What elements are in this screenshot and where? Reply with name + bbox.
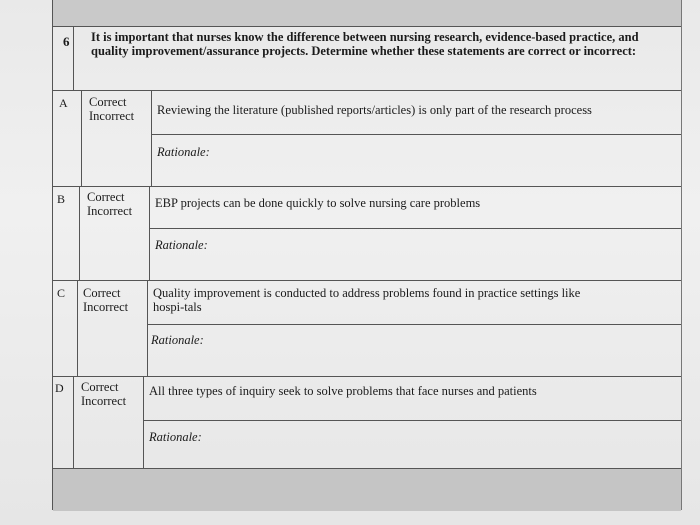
- item-d-options[interactable]: [81, 380, 126, 408]
- option-correct[interactable]: Correct: [87, 190, 125, 204]
- item-d-divider: [73, 376, 74, 468]
- item-b-divider: [79, 186, 80, 280]
- item-b-options[interactable]: [87, 190, 132, 218]
- item-a-divider: [151, 90, 152, 186]
- item-b-divider: [149, 186, 150, 280]
- item-a-statement: Reviewing the literature (published reports/articles) is only part of the research process: [157, 103, 592, 117]
- item-c-options[interactable]: [83, 286, 128, 314]
- question-divider: [73, 26, 74, 90]
- option-correct[interactable]: Correct: [81, 380, 119, 394]
- option-correct[interactable]: Correct: [89, 95, 127, 109]
- item-d-divider: [143, 376, 144, 468]
- item-letter-d: D: [55, 381, 64, 395]
- item-letter-b: B: [57, 192, 66, 206]
- item-d-rationale-label: Rationale:: [149, 430, 202, 444]
- rationale-divider: [147, 324, 681, 325]
- table-header-bar: [53, 0, 681, 27]
- option-incorrect[interactable]: Incorrect: [83, 300, 129, 314]
- item-b-statement: EBP projects can be done quickly to solve nursing care problems: [155, 196, 481, 210]
- item-letter-c: C: [57, 286, 66, 300]
- row-divider: [53, 376, 681, 377]
- row-divider: [53, 90, 681, 91]
- rationale-divider: [143, 420, 681, 421]
- item-c-divider: [147, 280, 148, 376]
- item-a-rationale-label: Rationale:: [157, 145, 210, 159]
- item-a-options[interactable]: [89, 95, 134, 123]
- question-number: 6: [63, 34, 70, 49]
- option-correct[interactable]: Correct: [83, 286, 121, 300]
- item-b-rationale-label: Rationale:: [155, 238, 208, 252]
- rationale-divider: [149, 228, 681, 229]
- option-incorrect[interactable]: Incorrect: [89, 109, 135, 123]
- item-a-divider: [81, 90, 82, 186]
- option-incorrect[interactable]: Incorrect: [81, 394, 127, 408]
- item-c-statement: Quality improvement is conducted to address problems found in practice settings like hospi-tals: [153, 286, 581, 314]
- item-d-statement: All three types of inquiry seek to solve problems that face nurses and patients: [149, 384, 537, 398]
- item-letter-a: A: [59, 96, 68, 110]
- question-text: It is important that nurses know the difference between nursing research, evidence-based practice, and quality improvement/assurance projects. Determine whether these statements are correct or incorrect:: [91, 30, 639, 58]
- table-footer-bar: [53, 468, 681, 511]
- row-divider: [53, 186, 681, 187]
- rationale-divider: [151, 134, 681, 135]
- option-incorrect[interactable]: Incorrect: [87, 204, 133, 218]
- worksheet-table: [52, 0, 682, 510]
- item-c-divider: [77, 280, 78, 376]
- item-c-rationale-label: Rationale:: [151, 333, 204, 347]
